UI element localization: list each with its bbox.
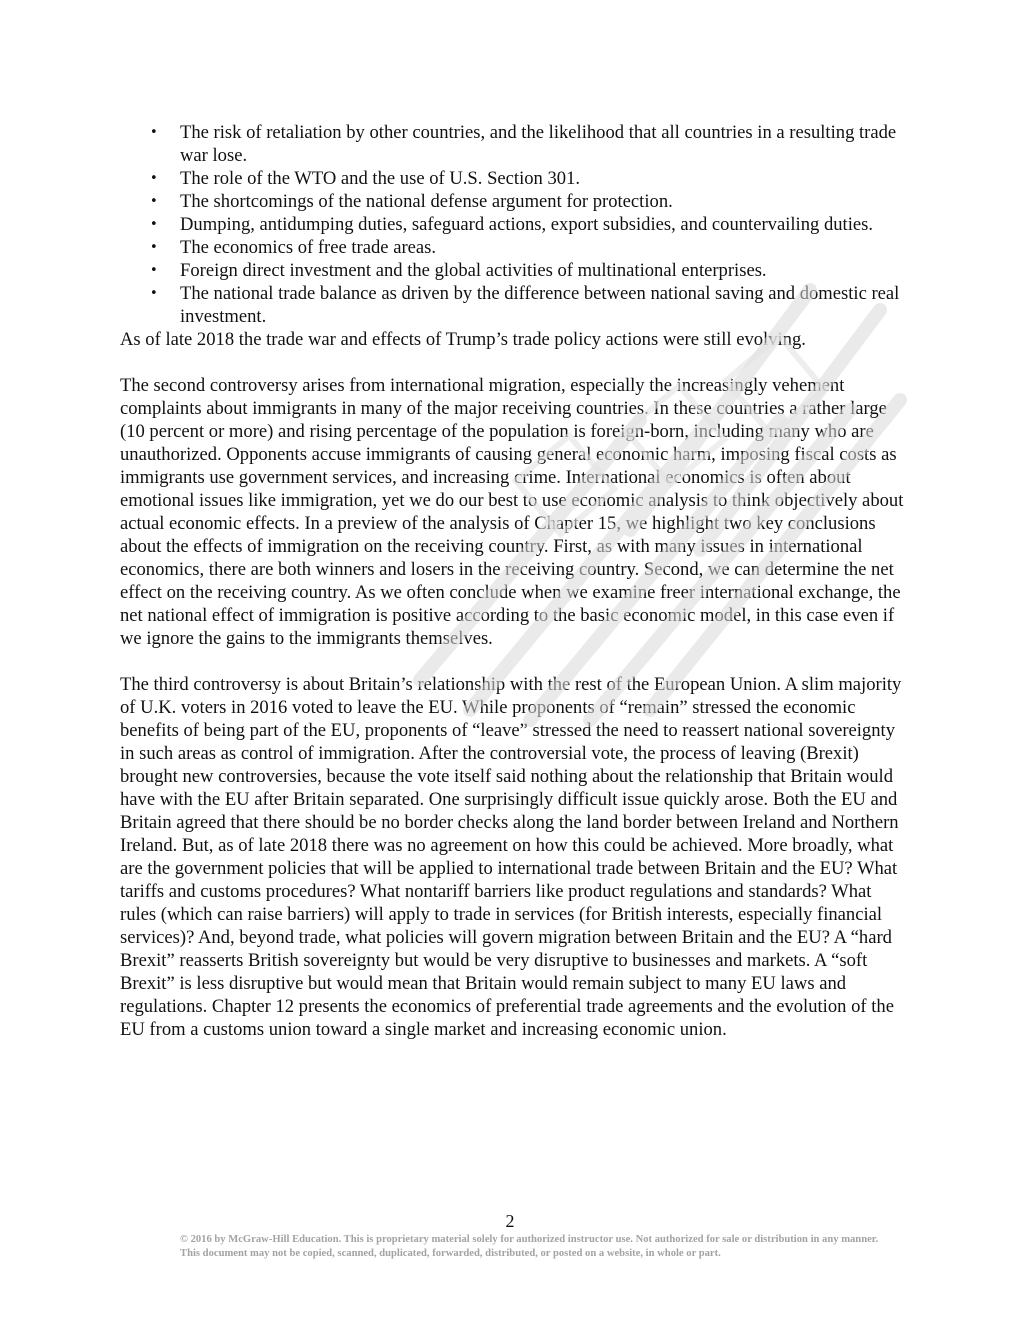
bullet-icon: • [150,286,158,301]
page-number: 2 [505,1211,515,1231]
paragraph-spacer [120,351,910,374]
bullet-item [120,282,910,328]
bullet-text: Foreign direct investment and the global activities of multinational enterprises. [180,260,767,281]
bullet-item [120,167,910,190]
bullet-icon: • [150,171,158,186]
copyright-footer: © 2016 by McGraw-Hill Education. This is proprietary material solely for authorized instructor use. Not authorized for sale or distribution in any manner. This document may not be copied, scanned, duplicated, forwarded, distributed, or posted on a website, in whole or part. [180,1234,879,1259]
bullet-text: The shortcomings of the national defense argument for protection. [180,191,673,212]
bullet-icon: • [150,125,158,140]
bullet-text: Dumping, antidumping duties, safeguard actions, export subsidies, and countervailing duties. [180,214,874,235]
bullet-item [120,121,910,167]
bullet-list [120,121,910,328]
closing-line: As of late 2018 the trade war and effects of Trump’s trade policy actions were still evolving. [120,329,806,350]
bullet-text: The risk of retaliation by other countries, and the likelihood that all countries in a resulting trade war lose. [180,122,897,166]
bullet-text: The national trade balance as driven by the difference between national saving and domestic real investment. [180,283,900,327]
bullet-item [120,213,910,236]
bullet-text: The economics of free trade areas. [180,237,437,258]
paragraph-spacer [120,650,910,673]
bullet-icon: • [150,194,158,209]
paragraph-migration: The second controversy arises from international migration, especially the increasingly vehement complaints about immigrants in many of the major receiving countries. In these countries a rather large (10 percent or more) and rising percentage of the population is foreign-born, including many who are unauthorized. Opponents accuse immigrants of causing general economic harm, imposing fiscal costs as immigrants use government services, and increasing crime. International economics is often about emotional issues like immigration, yet we do our best to use economic analysis to think objectively about actual economic effects. In a preview of the analysis of Chapter 15, we highlight two key conclusions about the effects of immigration on the receiving country. First, as with many issues in international economics, there are both winners and losers in the receiving country. Second, we can determine the net effect on the receiving country. As we often conclude when we examine freer international exchange, the net national effect of immigration is positive according to the basic economic model, in this case even if we ignore the gains to the immigrants themselves. [120,375,904,649]
bullet-item [120,259,910,282]
bullet-icon: • [150,263,158,278]
bullet-text: The role of the WTO and the use of U.S. Section 301. [180,168,581,189]
bullet-icon: • [150,217,158,232]
bullet-item [120,190,910,213]
page-body [120,121,910,1041]
bullet-icon: • [150,240,158,255]
bullet-item [120,236,910,259]
paragraph-brexit: The third controversy is about Britain’s relationship with the rest of the European Union. A slim majority of U.K. voters in 2016 voted to leave the EU. While proponents of “remain” stressed the economic benefits of being part of the EU, proponents of “leave” stressed the need to reassert national sovereignty in such areas as control of immigration. After the controversial vote, the process of leaving (Brexit) brought new controversies, because the vote itself said nothing about the relationship that Britain would have with the EU after Britain separated. One surprisingly difficult issue quickly arose. Both the EU and Britain agreed that there should be no border checks along the land border between Ireland and Northern Ireland. But, as of late 2018 there was no agreement on how this could be achieved. More broadly, what are the government policies that will be applied to international trade between Britain and the EU? What tariffs and customs procedures? What nontariff barriers like product regulations and standards? What rules (which can raise barriers) will apply to trade in services (for British interests, especially financial services)? And, beyond trade, what policies will govern migration between Britain and the EU? A “hard Brexit” reasserts British sovereignty but would be very disruptive to businesses and markets. A “soft Brexit” is less disruptive but would mean that Britain would remain subject to many EU laws and regulations. Chapter 12 presents the economics of preferential trade agreements and the evolution of the EU from a customs union toward a single market and increasing economic union. [120,674,902,1040]
